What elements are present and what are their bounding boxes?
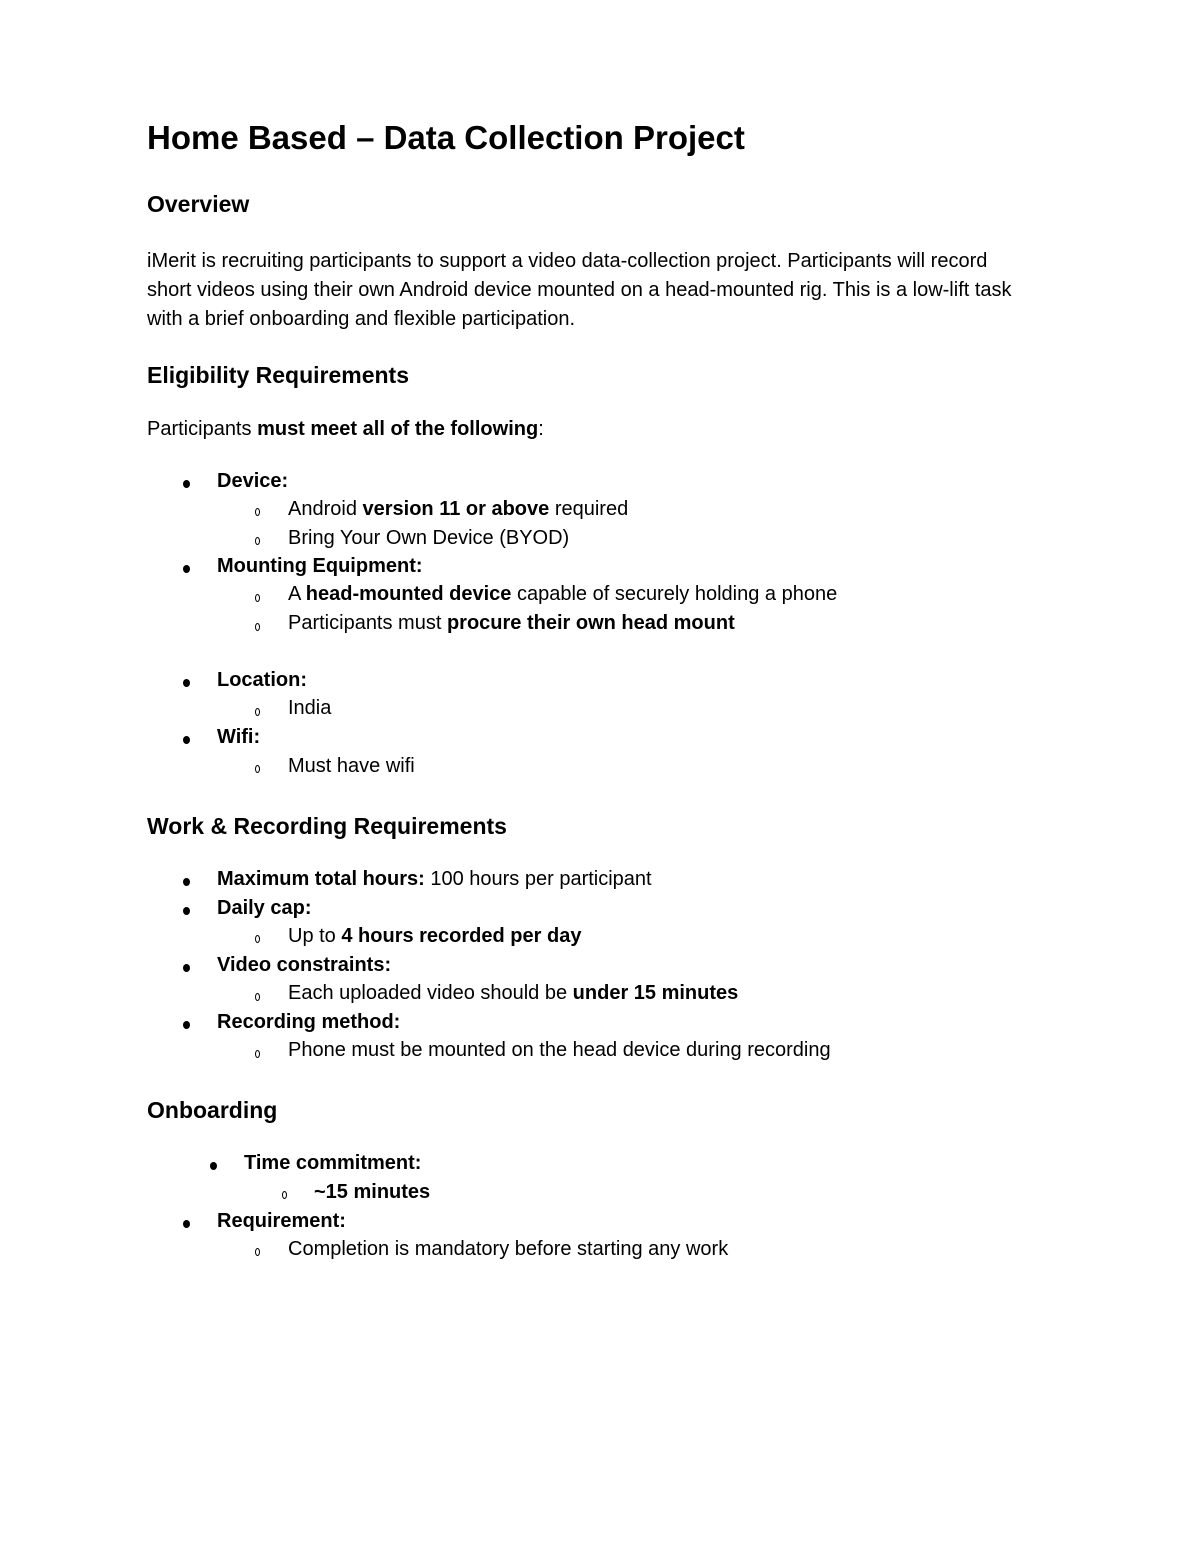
text: Each uploaded video should be — [288, 982, 573, 1004]
bold-text: under 15 minutes — [572, 982, 739, 1004]
bold-text: 4 hours recorded per day — [341, 925, 582, 947]
bullet-icon — [183, 679, 190, 687]
bullet-icon — [183, 1021, 190, 1029]
bullet-icon — [183, 565, 190, 573]
device-android — [288, 498, 628, 521]
time-label — [244, 1152, 421, 1175]
text: Participants must — [288, 612, 447, 634]
page-title: Home Based – Data Collection Project — [147, 119, 745, 156]
text: required — [549, 498, 629, 520]
bullet-icon — [183, 736, 190, 744]
overview-paragraph — [147, 247, 1012, 334]
mount-label — [217, 555, 423, 578]
location-india: India — [288, 697, 332, 719]
sub-bullet-icon — [282, 1191, 287, 1199]
intro-colon: : — [538, 418, 544, 440]
wifi-required: Must have wifi — [288, 755, 415, 777]
bullet-icon — [183, 964, 190, 972]
bold-text: Daily cap: — [217, 897, 312, 919]
daily-cap-value — [288, 925, 581, 948]
bold-text: version 11 or above — [362, 498, 550, 520]
device-byod: Bring Your Own Device (BYOD) — [288, 527, 570, 549]
eligibility-intro — [147, 418, 544, 441]
text: Up to — [288, 925, 342, 947]
sub-bullet-icon — [255, 765, 260, 773]
bold-text: Requirement: — [217, 1210, 346, 1232]
requirement-label — [217, 1210, 346, 1233]
location-label — [217, 669, 307, 692]
mount-procure — [288, 612, 735, 635]
method-value: Phone must be mounted on the head device during recording — [288, 1039, 831, 1061]
eligibility-heading: Eligibility Requirements — [147, 362, 409, 388]
text: A — [288, 583, 306, 605]
sub-bullet-icon — [255, 1050, 260, 1058]
overview-line: with a brief onboarding and flexible participation. — [147, 308, 576, 330]
sub-bullet-icon — [255, 623, 260, 631]
device-label — [217, 470, 288, 493]
location-label-text: Location: — [217, 669, 307, 691]
bullet-icon — [183, 907, 190, 915]
bold-text: ~15 minutes — [314, 1181, 431, 1203]
bullet-icon — [183, 480, 190, 488]
onboarding-heading: Onboarding — [147, 1097, 278, 1123]
bold-text: Time commitment: — [244, 1152, 422, 1174]
sub-bullet-icon — [255, 594, 260, 602]
sub-bullet-icon — [255, 537, 260, 545]
overview-line: short videos using their own Android device mounted on a head-mounted rig. This is a low-lift task — [147, 279, 1012, 301]
text: capable of securely holding a phone — [511, 583, 838, 605]
overview-line: iMerit is recruiting participants to support a video data-collection project. Participants will record — [147, 250, 988, 272]
bullet-icon — [183, 878, 190, 886]
overview-heading: Overview — [147, 191, 250, 217]
text: 100 hours per participant — [424, 868, 652, 890]
method-label — [217, 1011, 400, 1034]
work-heading: Work & Recording Requirements — [147, 813, 507, 839]
sub-bullet-icon — [255, 993, 260, 1001]
bold-text: procure their own head mount — [446, 612, 735, 634]
wifi-label — [217, 726, 260, 749]
mount-device — [288, 583, 837, 606]
text: Android — [288, 498, 363, 520]
video-value — [288, 982, 738, 1005]
daily-cap-label — [217, 897, 311, 920]
wifi-label-text: Wifi: — [217, 726, 261, 748]
video-label — [217, 954, 391, 977]
device-label-text: Device: — [217, 470, 289, 492]
bold-text: Recording method: — [217, 1011, 401, 1033]
bullet-icon — [210, 1162, 217, 1170]
sub-bullet-icon — [255, 935, 260, 943]
intro-text: Participants — [147, 418, 258, 440]
max-hours — [217, 868, 652, 891]
bold-text: Maximum total hours: — [217, 868, 425, 890]
mount-label-text: Mounting Equipment: — [217, 555, 423, 577]
sub-bullet-icon — [255, 1248, 260, 1256]
intro-bold: must meet all of the following — [257, 418, 539, 440]
sub-bullet-icon — [255, 708, 260, 716]
bold-text: Video constraints: — [217, 954, 392, 976]
bold-text: head-mounted device — [305, 583, 512, 605]
requirement-value: Completion is mandatory before starting any work — [288, 1238, 729, 1260]
sub-bullet-icon — [255, 508, 260, 516]
time-value — [314, 1181, 430, 1204]
bullet-icon — [183, 1220, 190, 1228]
